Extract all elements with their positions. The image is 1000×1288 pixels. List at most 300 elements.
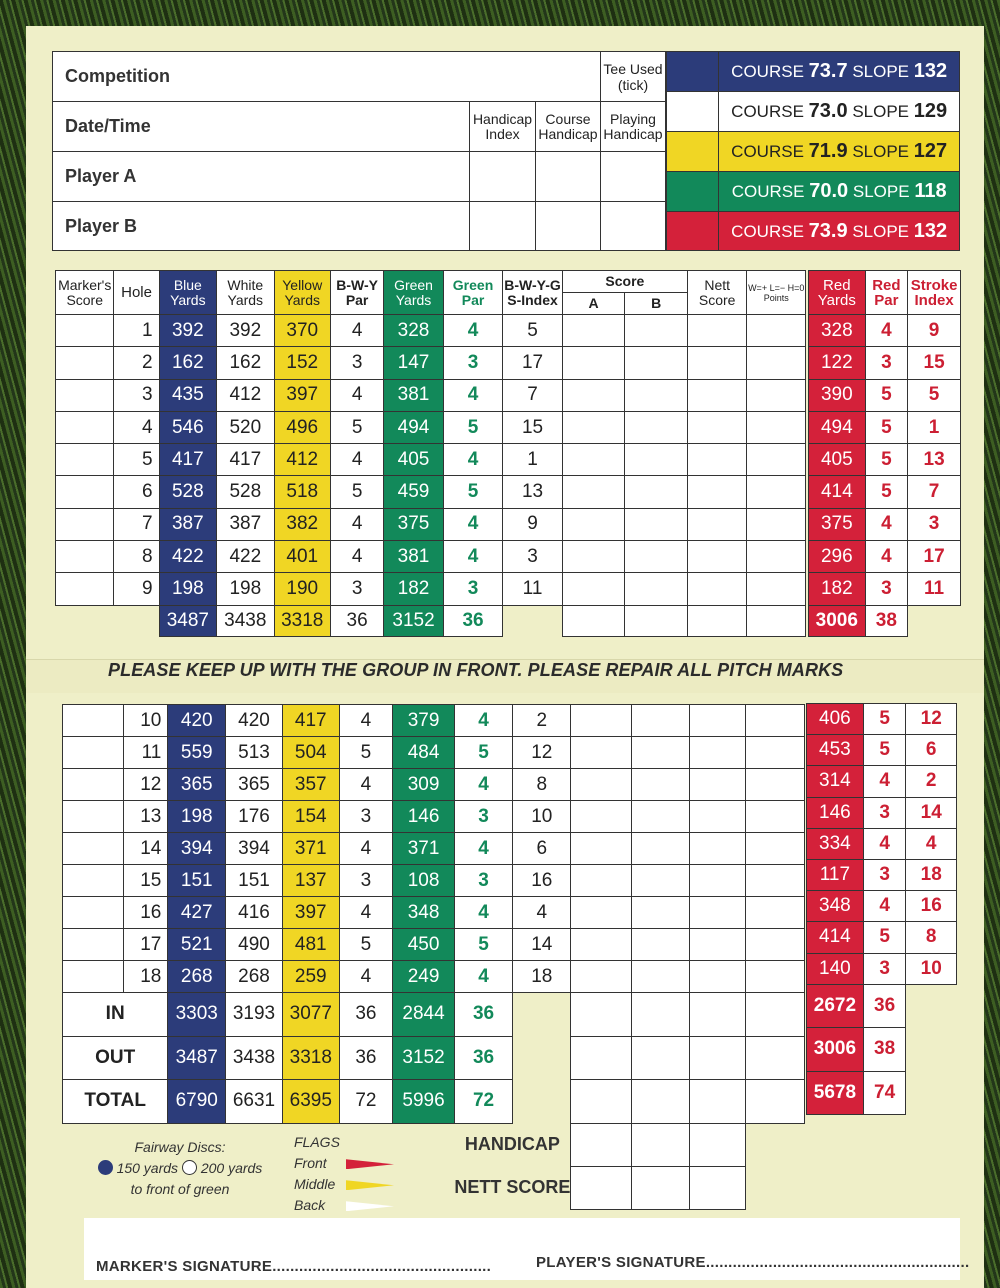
front-total-score-b[interactable] <box>625 605 688 636</box>
points-cell[interactable] <box>745 865 804 897</box>
nett-score-cell[interactable] <box>687 573 747 605</box>
stroke-index: 1 <box>503 444 563 476</box>
hole-row <box>56 411 806 443</box>
markers-score-cell[interactable] <box>56 476 114 508</box>
score-b-cell[interactable] <box>625 379 688 411</box>
red-yards: 453 <box>807 735 864 766</box>
hole-number: 13 <box>124 801 168 833</box>
score-b-cell[interactable] <box>631 833 689 865</box>
stroke-index: 8 <box>513 769 571 801</box>
markers-score-cell[interactable] <box>63 929 124 961</box>
front-total-nett[interactable] <box>687 605 747 636</box>
white-yards: 392 <box>217 315 274 347</box>
green-yards: 379 <box>393 705 455 737</box>
score-a-cell[interactable] <box>562 573 625 605</box>
tee-box-blue[interactable] <box>667 52 719 92</box>
green-yards: 459 <box>384 476 444 508</box>
playing-handicap-header: Playing Handicap <box>600 102 665 152</box>
green-yards: 146 <box>393 801 455 833</box>
nett-score-cell[interactable] <box>689 705 745 737</box>
score-b-cell[interactable] <box>625 444 688 476</box>
score-a-cell[interactable] <box>562 476 625 508</box>
red-stroke-index: 3 <box>908 508 961 540</box>
front-total-spacer <box>56 605 114 636</box>
tee-rating-yellow: COURSE 71.9 SLOPE 127 <box>719 132 960 172</box>
total-row <box>63 993 805 1037</box>
score-b-cell[interactable] <box>631 865 689 897</box>
points-cell[interactable] <box>745 833 804 865</box>
tee-box-red[interactable] <box>667 212 719 251</box>
red-yards: 406 <box>807 704 864 735</box>
nett-spacer <box>745 1166 804 1209</box>
player-a-course-handicap[interactable] <box>536 152 601 202</box>
stroke-index: 11 <box>503 573 563 605</box>
score-b-cell[interactable] <box>625 347 688 379</box>
red-stroke-index: 8 <box>906 922 957 953</box>
blue-yards: 528 <box>159 476 216 508</box>
total-spacer <box>513 993 571 1037</box>
score-b-cell[interactable] <box>631 769 689 801</box>
white-yards: 365 <box>226 769 283 801</box>
markers-score-header: Marker's Score <box>56 271 114 315</box>
nett-score-header: Nett Score <box>687 271 747 315</box>
handicap-a[interactable] <box>571 1123 631 1166</box>
player-b-playing-handicap[interactable] <box>600 202 665 251</box>
red-stroke-index: 2 <box>906 766 957 797</box>
hole-number: 9 <box>114 573 159 605</box>
points-cell[interactable] <box>745 929 804 961</box>
red-stroke-index: 9 <box>908 315 961 347</box>
red-stroke-index: 16 <box>906 891 957 922</box>
fairway-discs-title: Fairway Discs: <box>134 1139 226 1155</box>
total-spacer <box>906 1028 957 1072</box>
blue-yards: 521 <box>168 929 226 961</box>
markers-score-cell[interactable] <box>56 379 114 411</box>
hole-row <box>63 801 805 833</box>
total-par: 36 <box>339 1036 393 1080</box>
nett-score-cell[interactable] <box>689 865 745 897</box>
red-yards: 405 <box>809 444 866 476</box>
score-b-cell[interactable] <box>625 315 688 347</box>
blue-disc-icon <box>98 1160 113 1175</box>
bwy-par: 4 <box>330 541 383 573</box>
nett-score-cell[interactable] <box>687 476 747 508</box>
white-disc-icon <box>182 1160 197 1175</box>
score-a-cell[interactable] <box>571 865 631 897</box>
points-cell[interactable] <box>747 573 806 605</box>
bwy-par: 4 <box>339 897 393 929</box>
nett-score-cell[interactable] <box>689 833 745 865</box>
white-yards: 176 <box>226 801 283 833</box>
total-red-par: 74 <box>863 1071 906 1115</box>
green-par: 4 <box>454 833 512 865</box>
points-cell[interactable] <box>747 315 806 347</box>
total-points[interactable] <box>745 1036 804 1080</box>
player-a-field[interactable]: Player A <box>53 152 470 202</box>
bwy-par: 5 <box>330 476 383 508</box>
green-par: 3 <box>454 865 512 897</box>
bwy-par: 4 <box>339 769 393 801</box>
player-a-playing-handicap[interactable] <box>600 152 665 202</box>
markers-score-cell[interactable] <box>56 444 114 476</box>
stroke-index: 9 <box>503 508 563 540</box>
red-row <box>809 573 961 605</box>
stroke-index: 5 <box>503 315 563 347</box>
points-cell[interactable] <box>745 801 804 833</box>
hole-row <box>63 769 805 801</box>
red-yards: 146 <box>807 797 864 828</box>
flag-back-label: Back <box>294 1197 326 1213</box>
players-signature-line[interactable]: PLAYER'S SIGNATURE........................................................... <box>536 1254 970 1271</box>
total-blue: 3487 <box>168 1036 226 1080</box>
hole-row <box>56 573 806 605</box>
hole-number: 10 <box>124 705 168 737</box>
green-yards: 182 <box>384 573 444 605</box>
yellow-flag-icon <box>346 1180 394 1190</box>
score-a-cell[interactable] <box>571 705 631 737</box>
tee-rating-blue: COURSE 73.7 SLOPE 132 <box>719 52 960 92</box>
hole-row <box>56 541 806 573</box>
green-yards: 375 <box>384 508 444 540</box>
yellow-yards: 412 <box>274 444 330 476</box>
yellow-yards: 401 <box>274 541 330 573</box>
course-handicap-header: Course Handicap <box>536 102 601 152</box>
hole-number: 15 <box>124 865 168 897</box>
red-stroke-index: 10 <box>906 953 957 984</box>
tee-box-yellow[interactable] <box>667 132 719 172</box>
green-par: 5 <box>443 411 503 443</box>
handicap-label: HANDICAP <box>464 1134 560 1155</box>
red-yards: 296 <box>809 541 866 573</box>
stroke-index: 3 <box>503 541 563 573</box>
nett-score-cell[interactable] <box>687 411 747 443</box>
yellow-yards: 137 <box>282 865 339 897</box>
hole-row <box>63 897 805 929</box>
markers-score-cell[interactable] <box>56 315 114 347</box>
yellow-yards: 504 <box>282 737 339 769</box>
yellow-yards: 152 <box>274 347 330 379</box>
front-red-table <box>808 270 961 637</box>
score-a-cell[interactable] <box>571 737 631 769</box>
red-row <box>807 704 957 735</box>
bwyg-sindex-header: B-W-Y-G S-Index <box>503 271 563 315</box>
back-nine-table <box>62 704 805 1210</box>
yellow-yards: 357 <box>282 769 339 801</box>
total-nett[interactable] <box>689 1080 745 1124</box>
markers-score-cell[interactable] <box>63 737 124 769</box>
total-yellow: 3318 <box>282 1036 339 1080</box>
score-b-cell[interactable] <box>625 508 688 540</box>
score-a-cell[interactable] <box>562 347 625 379</box>
nett-score-cell[interactable] <box>689 769 745 801</box>
nett-score-cell[interactable] <box>689 897 745 929</box>
total-blue: 3303 <box>168 993 226 1037</box>
red-par: 5 <box>863 922 906 953</box>
blue-yards: 198 <box>159 573 216 605</box>
yellow-yards: 518 <box>274 476 330 508</box>
total-score-a[interactable] <box>571 1080 631 1124</box>
handicap-spacer <box>745 1123 804 1166</box>
total-label: IN <box>63 993 168 1037</box>
green-yards: 309 <box>393 769 455 801</box>
nett-score-cell[interactable] <box>687 444 747 476</box>
red-par: 3 <box>863 797 906 828</box>
nett-score-nett[interactable] <box>689 1166 745 1209</box>
points-cell[interactable] <box>745 897 804 929</box>
nett-score-cell[interactable] <box>689 801 745 833</box>
total-yellow: 6395 <box>282 1080 339 1124</box>
handicap-b[interactable] <box>631 1123 689 1166</box>
white-yards-header: White Yards <box>217 271 274 315</box>
nett-score-cell[interactable] <box>689 929 745 961</box>
score-b-cell[interactable] <box>625 476 688 508</box>
total-spacer <box>906 1071 957 1115</box>
white-yards: 268 <box>226 961 283 993</box>
total-points[interactable] <box>745 1080 804 1124</box>
front-total-blue: 3487 <box>159 605 216 636</box>
green-yards: 381 <box>384 379 444 411</box>
markers-score-cell[interactable] <box>63 865 124 897</box>
green-par: 4 <box>454 769 512 801</box>
front-total-spacer <box>114 605 159 636</box>
front-total-spacer <box>908 605 961 636</box>
blue-yards: 427 <box>168 897 226 929</box>
green-par: 4 <box>454 705 512 737</box>
bwy-par: 5 <box>339 929 393 961</box>
bwy-par: 4 <box>330 379 383 411</box>
green-par: 4 <box>443 508 503 540</box>
score-a-cell[interactable] <box>571 769 631 801</box>
score-b-cell[interactable] <box>625 411 688 443</box>
red-stroke-index: 14 <box>906 797 957 828</box>
player-a-handicap-index[interactable] <box>470 152 536 202</box>
score-b-cell[interactable] <box>631 737 689 769</box>
player-b-field[interactable]: Player B <box>53 202 470 251</box>
nett-score-b[interactable] <box>631 1166 689 1209</box>
score-a-cell[interactable] <box>562 411 625 443</box>
markers-score-cell[interactable] <box>63 961 124 993</box>
hole-row <box>56 379 806 411</box>
red-row <box>807 735 957 766</box>
points-header: W=+ L=− H=0 Points <box>747 271 806 315</box>
red-stroke-index: 13 <box>908 444 961 476</box>
stroke-index-header: Stroke Index <box>908 271 961 315</box>
nett-score-cell[interactable] <box>687 508 747 540</box>
score-b-cell[interactable] <box>631 801 689 833</box>
green-par: 4 <box>443 541 503 573</box>
nett-score-cell[interactable] <box>689 961 745 993</box>
total-green-par: 72 <box>454 1080 512 1124</box>
red-row <box>809 315 961 347</box>
white-yards: 412 <box>217 379 274 411</box>
score-a-cell[interactable] <box>571 961 631 993</box>
hole-number: 18 <box>124 961 168 993</box>
total-nett[interactable] <box>689 1036 745 1080</box>
points-cell[interactable] <box>747 347 806 379</box>
markers-score-cell[interactable] <box>63 769 124 801</box>
white-yards: 394 <box>226 833 283 865</box>
score-b-cell[interactable] <box>631 705 689 737</box>
blue-yards: 435 <box>159 379 216 411</box>
markers-score-cell[interactable] <box>63 833 124 865</box>
markers-score-cell[interactable] <box>63 897 124 929</box>
nett-score-a[interactable] <box>571 1166 631 1209</box>
score-a-cell[interactable] <box>562 315 625 347</box>
bwy-par: 4 <box>330 315 383 347</box>
red-yards: 414 <box>807 922 864 953</box>
white-yards: 513 <box>226 737 283 769</box>
handicap-nett[interactable] <box>689 1123 745 1166</box>
red-flag-icon <box>346 1159 394 1169</box>
bwy-par: 4 <box>339 833 393 865</box>
score-b-cell[interactable] <box>631 929 689 961</box>
total-green: 5996 <box>393 1080 455 1124</box>
total-spacer <box>513 1036 571 1080</box>
nett-score-cell[interactable] <box>687 379 747 411</box>
red-stroke-index: 12 <box>906 704 957 735</box>
red-stroke-index: 11 <box>908 573 961 605</box>
stroke-index: 10 <box>513 801 571 833</box>
total-score-b[interactable] <box>631 993 689 1037</box>
hole-number: 12 <box>124 769 168 801</box>
stroke-index: 17 <box>503 347 563 379</box>
markers-score-cell[interactable] <box>56 347 114 379</box>
tee-box-green[interactable] <box>667 172 719 212</box>
score-b-cell[interactable] <box>631 897 689 929</box>
white-yards: 417 <box>217 444 274 476</box>
hole-row <box>56 476 806 508</box>
total-points[interactable] <box>745 993 804 1037</box>
bwy-par: 3 <box>330 347 383 379</box>
stroke-index: 6 <box>513 833 571 865</box>
front-total-score-a[interactable] <box>562 605 625 636</box>
datetime-field[interactable]: Date/Time <box>53 102 470 152</box>
points-cell[interactable] <box>745 961 804 993</box>
markers-score-cell[interactable] <box>56 508 114 540</box>
red-yards: 314 <box>807 766 864 797</box>
white-yards: 520 <box>217 411 274 443</box>
fairway-discs-sub: to front of green <box>130 1181 230 1197</box>
red-stroke-index: 15 <box>908 347 961 379</box>
total-nett[interactable] <box>689 993 745 1037</box>
yellow-yards: 382 <box>274 508 330 540</box>
score-a-cell[interactable] <box>562 379 625 411</box>
red-yards: 348 <box>807 891 864 922</box>
points-cell[interactable] <box>747 379 806 411</box>
score-a-cell[interactable] <box>571 897 631 929</box>
score-a-cell[interactable] <box>571 833 631 865</box>
green-yards: 405 <box>384 444 444 476</box>
green-par: 4 <box>443 315 503 347</box>
etiquette-message: PLEASE KEEP UP WITH THE GROUP IN FRONT. PLEASE REPAIR ALL PITCH MARKS <box>108 660 844 680</box>
score-a-cell[interactable] <box>571 929 631 961</box>
total-green: 3152 <box>393 1036 455 1080</box>
score-a-cell[interactable] <box>562 444 625 476</box>
nett-score-cell[interactable] <box>689 737 745 769</box>
bwy-par: 4 <box>339 705 393 737</box>
front-total-points[interactable] <box>747 605 806 636</box>
total-blue: 6790 <box>168 1080 226 1124</box>
score-a-cell[interactable] <box>562 541 625 573</box>
points-cell[interactable] <box>745 769 804 801</box>
yellow-yards: 370 <box>274 315 330 347</box>
red-stroke-index: 17 <box>908 541 961 573</box>
red-row <box>809 347 961 379</box>
hole-header: Hole <box>114 271 159 315</box>
green-par: 4 <box>443 379 503 411</box>
blue-yards: 392 <box>159 315 216 347</box>
front-total-par: 36 <box>330 605 383 636</box>
green-yards: 147 <box>384 347 444 379</box>
flags-title: FLAGS <box>294 1134 340 1150</box>
blue-yards: 394 <box>168 833 226 865</box>
score-b-cell[interactable] <box>625 541 688 573</box>
red-par: 4 <box>863 891 906 922</box>
white-yards: 198 <box>217 573 274 605</box>
total-score-b[interactable] <box>631 1036 689 1080</box>
nett-score-cell[interactable] <box>687 541 747 573</box>
green-yards-header: Green Yards <box>384 271 444 315</box>
points-cell[interactable] <box>745 737 804 769</box>
red-stroke-index: 6 <box>906 735 957 766</box>
points-cell[interactable] <box>747 476 806 508</box>
hole-row <box>63 833 805 865</box>
markers-score-cell[interactable] <box>56 411 114 443</box>
red-par: 4 <box>863 766 906 797</box>
points-cell[interactable] <box>747 508 806 540</box>
red-par: 5 <box>865 444 908 476</box>
total-score-a[interactable] <box>571 993 631 1037</box>
stroke-index: 4 <box>513 897 571 929</box>
competition-field[interactable]: Competition <box>53 52 601 102</box>
yellow-yards: 397 <box>274 379 330 411</box>
score-a-cell[interactable] <box>562 508 625 540</box>
total-row <box>63 1080 805 1124</box>
front-total-white: 3438 <box>217 605 274 636</box>
stroke-index: 7 <box>503 379 563 411</box>
markers-score-cell[interactable] <box>63 705 124 737</box>
red-total-row <box>807 1071 957 1115</box>
red-par: 3 <box>863 953 906 984</box>
nett-score-cell[interactable] <box>687 347 747 379</box>
red-yards: 328 <box>809 315 866 347</box>
markers-signature-line[interactable]: MARKER'S SIGNATURE................................................. <box>96 1258 492 1275</box>
points-cell[interactable] <box>747 411 806 443</box>
score-b-cell[interactable] <box>631 961 689 993</box>
nett-score-cell[interactable] <box>687 315 747 347</box>
score-a-cell[interactable] <box>571 801 631 833</box>
markers-score-cell[interactable] <box>63 801 124 833</box>
points-cell[interactable] <box>745 705 804 737</box>
points-cell[interactable] <box>747 444 806 476</box>
markers-score-cell[interactable] <box>56 573 114 605</box>
stroke-index: 16 <box>513 865 571 897</box>
player-b-handicap-index[interactable] <box>470 202 536 251</box>
total-score-b[interactable] <box>631 1080 689 1124</box>
red-yards: 122 <box>809 347 866 379</box>
red-yards: 182 <box>809 573 866 605</box>
green-par-header: Green Par <box>443 271 503 315</box>
handicap-index-header: Handicap Index <box>470 102 536 152</box>
score-b-cell[interactable] <box>625 573 688 605</box>
red-total-row <box>807 1028 957 1072</box>
markers-score-cell[interactable] <box>56 541 114 573</box>
total-row <box>63 1036 805 1080</box>
total-score-a[interactable] <box>571 1036 631 1080</box>
player-b-course-handicap[interactable] <box>536 202 601 251</box>
points-cell[interactable] <box>747 541 806 573</box>
tee-box-white[interactable] <box>667 92 719 132</box>
